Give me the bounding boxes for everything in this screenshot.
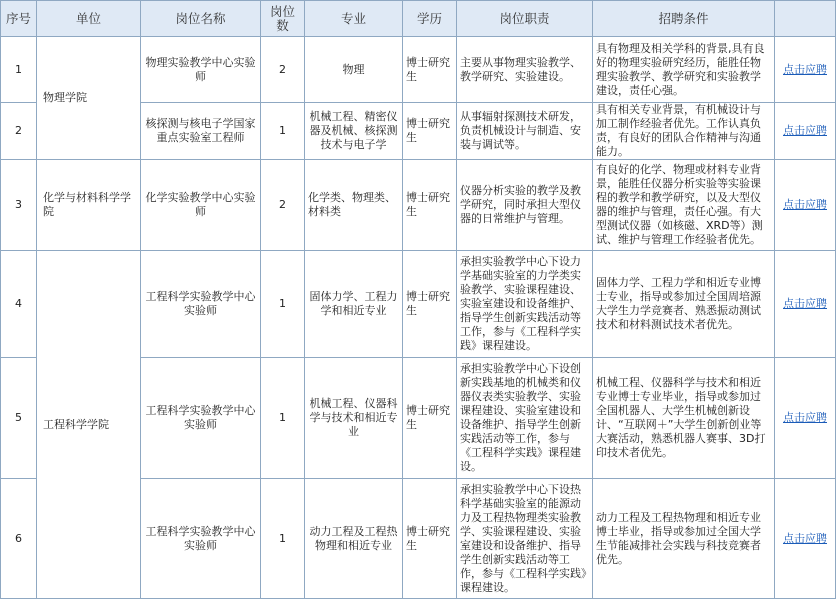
header-major: 专业 <box>305 1 403 37</box>
row-unit: 化学与材料科学学院 <box>37 160 141 251</box>
table-row <box>1 160 836 251</box>
row-degree: 博士研究生 <box>403 251 457 358</box>
apply-link[interactable]: 点击应聘 <box>783 411 827 424</box>
header-unit: 单位 <box>37 1 141 37</box>
row-degree: 博士研究生 <box>403 479 457 599</box>
row-duty: 从事辐射探测技术研发，负责机械设计与制造、安装与调试等。 <box>457 103 593 160</box>
row-count: 1 <box>261 251 305 358</box>
row-major: 动力工程及工程热物理和相近专业 <box>305 479 403 599</box>
row-major: 固体力学、工程力学和相近专业 <box>305 251 403 358</box>
apply-link[interactable]: 点击应聘 <box>783 297 827 310</box>
row-count: 2 <box>261 160 305 251</box>
apply-link[interactable]: 点击应聘 <box>783 62 827 76</box>
row-degree: 博士研究生 <box>403 358 457 479</box>
row-no: 1 <box>1 37 37 103</box>
apply-link[interactable]: 点击应聘 <box>783 124 827 137</box>
row-duty: 仪器分析实验的教学及教学研究，同时承担大型仪器的日常维护与管理。 <box>457 160 593 251</box>
row-apply-cell <box>775 160 836 251</box>
table-row <box>1 37 836 103</box>
row-count: 2 <box>261 37 305 103</box>
row-count: 1 <box>261 103 305 160</box>
header-no: 序号 <box>1 1 37 37</box>
row-no: 3 <box>1 160 37 251</box>
row-major: 物理 <box>305 37 403 103</box>
row-apply-cell <box>775 37 836 103</box>
header-position: 岗位名称 <box>141 1 261 37</box>
table-row <box>1 251 836 358</box>
row-position: 化学实验教学中心实验师 <box>141 160 261 251</box>
header-duty: 岗位职责 <box>457 1 593 37</box>
row-requirement: 固体力学、工程力学和相近专业博士专业，指导或参加过全国周培源大学生力学竞赛者、熟悉振动测试技术和材料测试技术者优先。 <box>593 251 775 358</box>
header-row <box>1 1 836 37</box>
header-apply <box>775 1 836 37</box>
row-requirement: 动力工程及工程热物理和相近专业博士毕业，指导或参加过全国大学生节能减排社会实践与科技竞赛者优先。 <box>593 479 775 599</box>
row-degree: 博士研究生 <box>403 160 457 251</box>
row-apply-cell <box>775 251 836 358</box>
row-position: 核探测与核电子学国家重点实验室工程师 <box>141 103 261 160</box>
row-duty: 承担实验教学中心下设力学基础实验室的力学类实验教学、实验课程建设、实验室建设和设备维护、指导学生创新实践活动等工作，参与《工程科学实践》课程建设。 <box>457 251 593 358</box>
row-requirement: 具有相关专业背景，有机械设计与加工制作经验者优先。工作认真负责，有良好的团队合作精神与沟通能力。 <box>593 103 775 160</box>
header-count: 岗位数 <box>261 1 305 37</box>
row-no: 5 <box>1 358 37 479</box>
row-duty: 承担实验教学中心下设创新实践基地的机械类和仪器仪表类实验教学、实验课程建设、实验室建设和设备维护、指导学生创新实践活动等工作，参与《工程科学实践》课程建设。 <box>457 358 593 479</box>
row-unit: 物理学院 <box>37 37 141 160</box>
header-degree: 学历 <box>403 1 457 37</box>
row-degree: 博士研究生 <box>403 103 457 160</box>
row-requirement: 有良好的化学、物理或材料专业背景，能胜任仪器分析实验等实验课程的教学和教学研究，以及大型仪器的维护与管理，责任心强。有大型测试仪器（如核磁、XRD等）测试、维护与管理工作经验者优先。 <box>593 160 775 251</box>
header-requirement: 招聘条件 <box>593 1 775 37</box>
row-position: 工程科学实验教学中心实验师 <box>141 358 261 479</box>
row-major: 机械工程、仪器科学与技术和相近专业 <box>305 358 403 479</box>
row-apply-cell <box>775 103 836 160</box>
row-position: 工程科学实验教学中心实验师 <box>141 251 261 358</box>
row-position: 工程科学实验教学中心实验师 <box>141 479 261 599</box>
row-count: 1 <box>261 479 305 599</box>
row-requirement: 具有物理及相关学科的背景,具有良好的物理实验研究经历，能胜任物理实验教学、教学研究和实验教学建设，责任心强。 <box>593 37 775 103</box>
apply-link[interactable]: 点击应聘 <box>783 531 827 545</box>
row-no: 2 <box>1 103 37 160</box>
apply-link[interactable]: 点击应聘 <box>783 198 827 211</box>
row-unit: 工程科学学院 <box>37 251 141 599</box>
row-major: 机械工程、精密仪器及机械、核探测技术与电子学 <box>305 103 403 160</box>
row-no: 4 <box>1 251 37 358</box>
row-count: 1 <box>261 358 305 479</box>
row-apply-cell <box>775 358 836 479</box>
row-duty: 主要从事物理实验教学、教学研究、实验建设。 <box>457 37 593 103</box>
row-apply-cell <box>775 479 836 599</box>
row-duty: 承担实验教学中心下设热科学基础实验室的能源动力及工程热物理类实验教学、实验课程建设、实验室建设和设备维护、指导学生创新实践活动等工作，参与《工程科学实践》课程建设。 <box>457 479 593 599</box>
row-position: 物理实验教学中心实验师 <box>141 37 261 103</box>
row-major: 化学类、物理类、材料类 <box>305 160 403 251</box>
row-requirement: 机械工程、仪器科学与技术和相近专业博士专业毕业，指导或参加过全国机器人、大学生机械创新设计、“互联网＋”大学生创新创业等大赛活动，熟悉机器人赛事、3D打印技术者优先。 <box>593 358 775 479</box>
row-no: 6 <box>1 479 37 599</box>
row-degree: 博士研究生 <box>403 37 457 103</box>
